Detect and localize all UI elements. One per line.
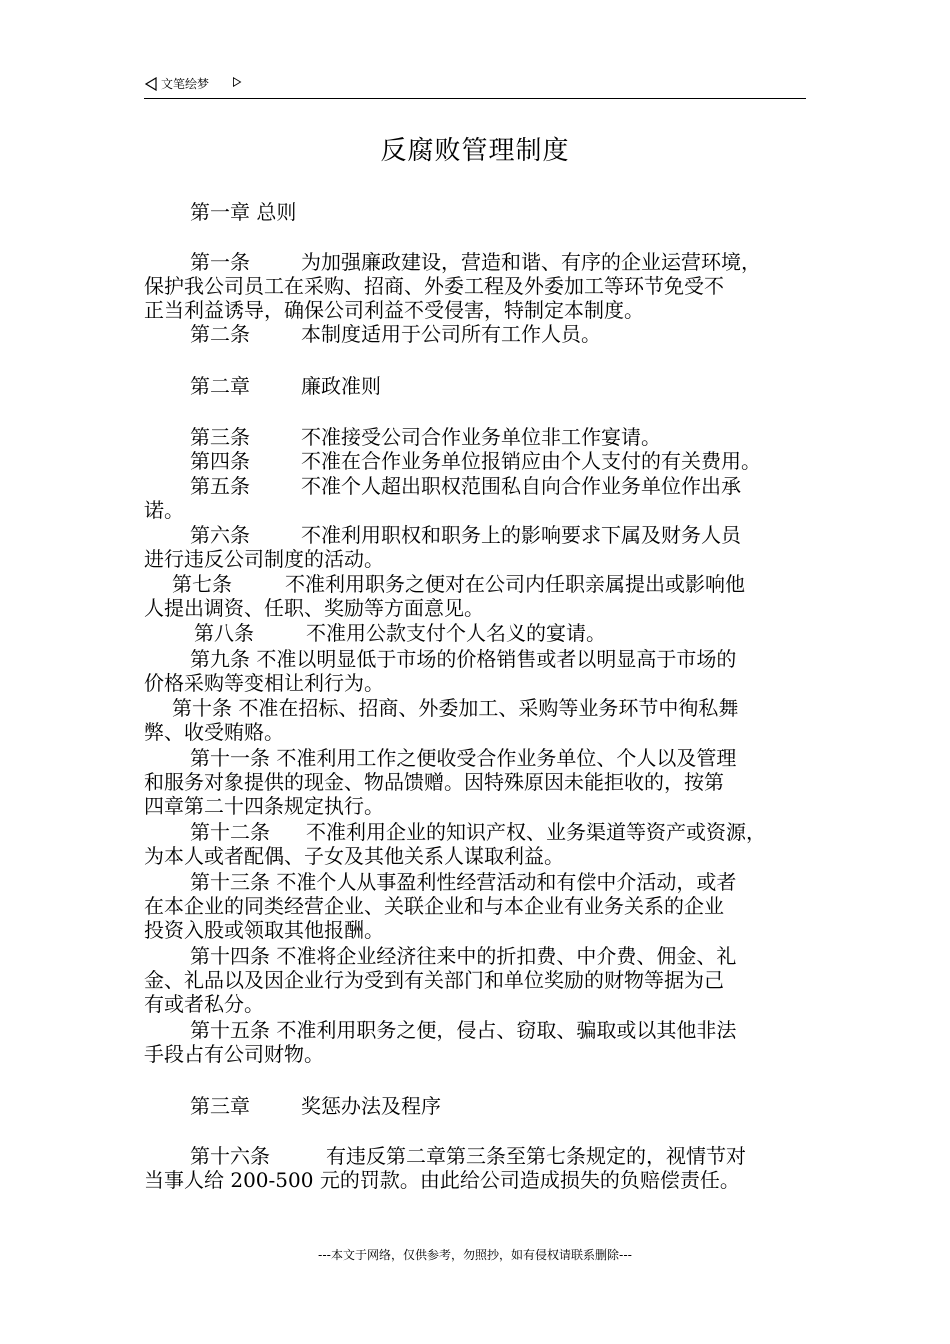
article-1-text-1: 为加强廉政建设，营造和谐、有序的企业运营环境， <box>301 250 761 274</box>
article-12-label: 第十二条 <box>190 820 270 844</box>
triangle-right-icon <box>232 77 242 87</box>
article-3-label: 第三条 <box>190 425 250 449</box>
article-2-text: 本制度适用于公司所有工作人员。 <box>301 322 601 346</box>
article-7-text-1: 不准利用职务之便对在公司内任职亲属提出或影响他 <box>285 572 745 596</box>
article-12-text-1: 不准利用企业的知识产权、业务渠道等资产或资源， <box>306 820 766 844</box>
article-5-text-2: 诺。 <box>144 498 184 522</box>
article-11-text-2: 和服务对象提供的现金、物品馈赠。因特殊原因未能拒收的，按第 <box>144 770 724 794</box>
article-7-text-2: 人提出调资、任职、奖励等方面意见。 <box>144 596 484 620</box>
article-14-text-1: 第十四条 不准将企业经济往来中的折扣费、中介费、佣金、礼 <box>190 944 737 968</box>
chapter-3-title: 奖惩办法及程序 <box>301 1094 441 1118</box>
article-7-label: 第七条 <box>172 572 232 596</box>
article-9-text-2: 价格采购等变相让利行为。 <box>144 671 384 695</box>
article-4-text: 不准在合作业务单位报销应由个人支付的有关费用。 <box>301 449 761 473</box>
document-title: 反腐败管理制度 <box>380 136 570 166</box>
chapter-3-label: 第三章 <box>190 1094 250 1118</box>
article-9-text-1: 第九条 不准以明显低于市场的价格销售或者以明显高于市场的 <box>190 647 737 671</box>
article-16-text-1: 有违反第二章第三条至第七条规定的，视情节对 <box>326 1144 746 1168</box>
brand-name: 文笔绘梦 <box>161 77 210 91</box>
article-16-label: 第十六条 <box>190 1144 270 1168</box>
article-8-text: 不准用公款支付个人名义的宴请。 <box>306 621 606 645</box>
article-5-label: 第五条 <box>190 474 250 498</box>
article-2-label: 第二条 <box>190 322 250 346</box>
article-1-text-3: 正当利益诱导，确保公司利益不受侵害，特制定本制度。 <box>144 298 644 322</box>
article-14-text-2: 金、礼品以及因企业行为受到有关部门和单位奖励的财物等据为己 <box>144 968 724 992</box>
article-13-text-2: 在本企业的同类经营企业、关联企业和与本企业有业务关系的企业 <box>144 894 724 918</box>
chapter-1-heading: 第一章 总则 <box>190 200 297 224</box>
article-13-text-1: 第十三条 不准个人从事盈利性经营活动和有偿中介活动，或者 <box>190 870 737 894</box>
article-16-text-2: 当事人给 200-500 元的罚款。由此给公司造成损失的负赔偿责任。 <box>144 1168 740 1192</box>
article-8-label: 第八条 <box>194 621 254 645</box>
page-footer: ---本文于网络，仅供参考，勿照抄，如有侵权请联系删除--- <box>318 1248 632 1262</box>
article-1-text-2: 保护我公司员工在采购、招商、外委工程及外委加工等环节免受不 <box>144 274 724 298</box>
article-12-text-2: 为本人或者配偶、子女及其他关系人谋取利益。 <box>144 844 564 868</box>
page-header <box>144 74 806 99</box>
chapter-2-title: 廉政准则 <box>301 374 381 398</box>
article-5-text-1: 不准个人超出职权范围私自向合作业务单位作出承 <box>301 474 741 498</box>
article-15-text-1: 第十五条 不准利用职务之便，侵占、窃取、骗取或以其他非法 <box>190 1018 737 1042</box>
article-13-text-3: 投资入股或领取其他报酬。 <box>144 918 384 942</box>
chapter-2-label: 第二章 <box>190 374 250 398</box>
article-10-text-1: 第十条 不准在招标、招商、外委加工、采购等业务环节中徇私舞 <box>172 696 739 720</box>
article-1-label: 第一条 <box>190 250 250 274</box>
article-10-text-2: 弊、收受贿赂。 <box>144 720 284 744</box>
article-15-text-2: 手段占有公司财物。 <box>144 1042 324 1066</box>
article-4-label: 第四条 <box>190 449 250 473</box>
triangle-left-icon <box>144 77 158 91</box>
article-6-text-1: 不准利用职权和职务上的影响要求下属及财务人员 <box>301 523 741 547</box>
article-14-text-3: 有或者私分。 <box>144 992 264 1016</box>
article-6-text-2: 进行违反公司制度的活动。 <box>144 547 384 571</box>
article-11-text-3: 四章第二十四条规定执行。 <box>144 794 384 818</box>
article-11-text-1: 第十一条 不准利用工作之便收受合作业务单位、个人以及管理 <box>190 746 737 770</box>
article-3-text: 不准接受公司合作业务单位非工作宴请。 <box>301 425 661 449</box>
header-brand <box>144 75 209 92</box>
article-6-label: 第六条 <box>190 523 250 547</box>
